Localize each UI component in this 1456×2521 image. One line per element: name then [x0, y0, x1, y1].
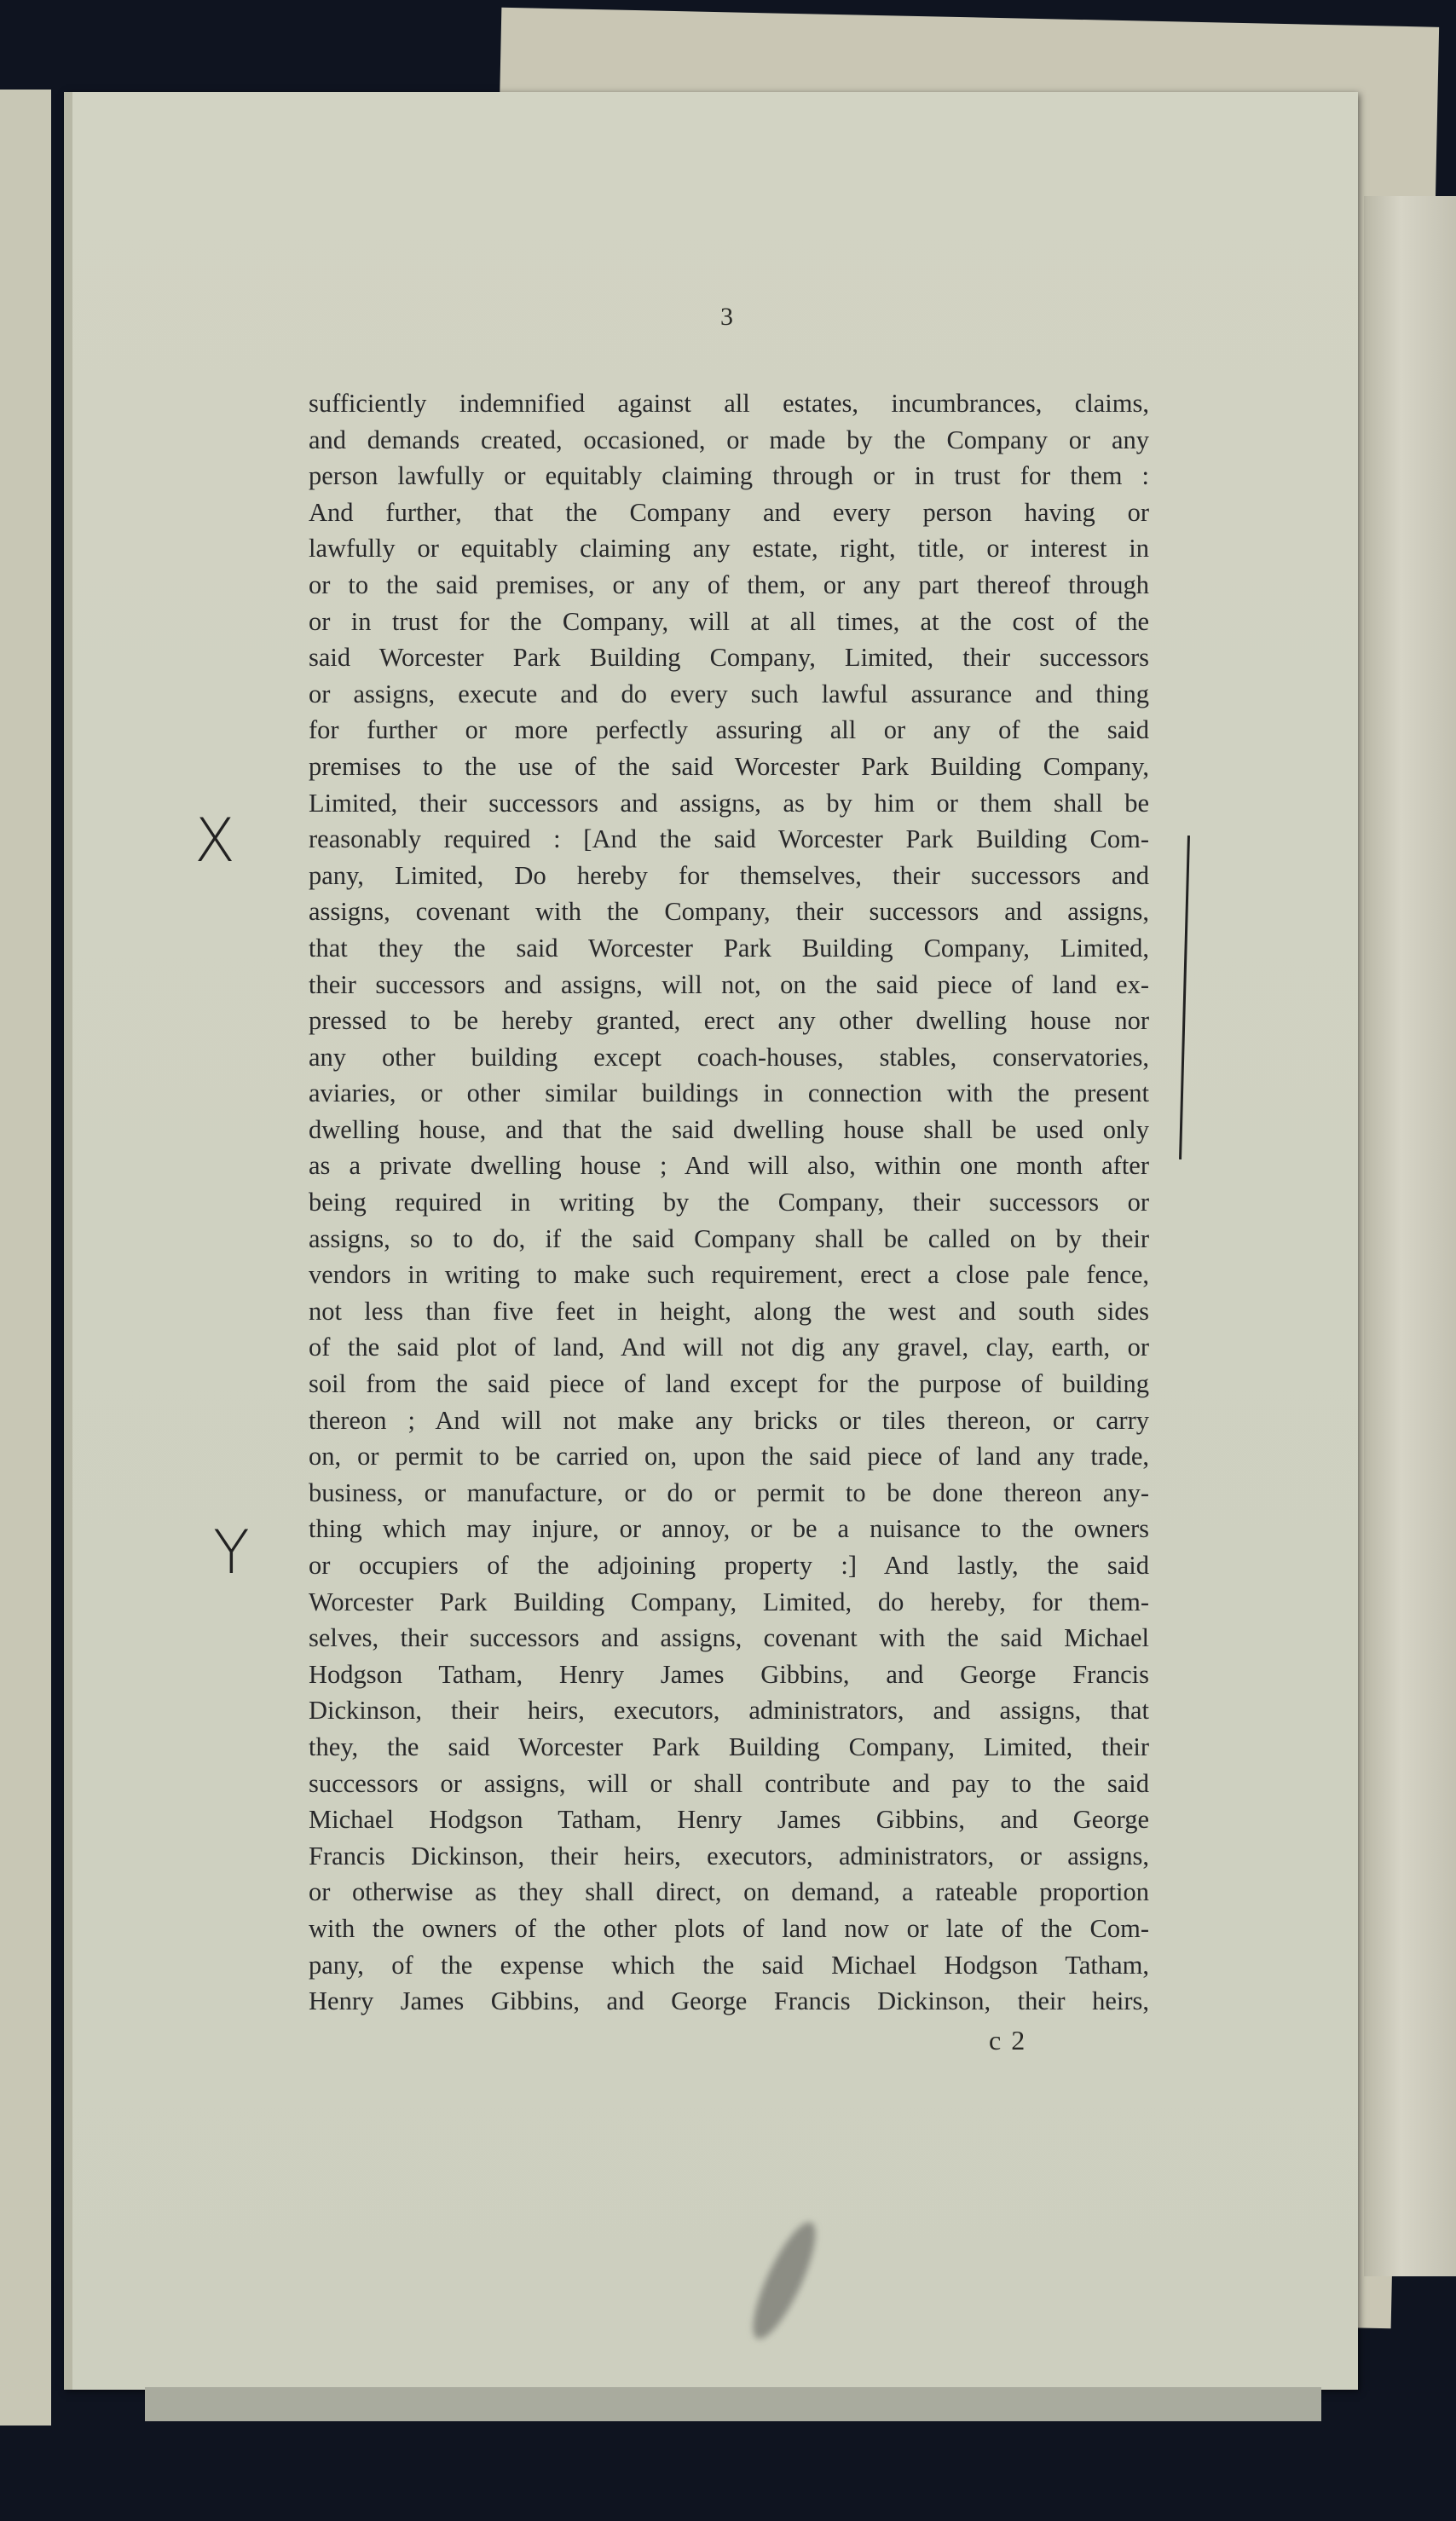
page-gutter — [64, 92, 72, 2390]
text-line: or occupiers of the adjoining property :] And lastly, the said — [309, 1551, 1149, 1580]
signature-mark: c 2 — [989, 2025, 1027, 2056]
text-line: or assigns, execute and do every such lawful assurance and thing — [309, 679, 1149, 708]
text-line: their successors and assigns, will not, on the said piece of land ex- — [309, 969, 1149, 999]
text-line: assigns, so to do, if the said Company shall be called on by their — [309, 1223, 1149, 1253]
text-line: sufficiently indemnified against all estates, incumbrances, claims, — [309, 389, 1149, 418]
text-line: Limited, their successors and assigns, as by him or them shall be — [309, 788, 1149, 818]
text-line: thereon ; And will not make any bricks or tiles thereon, or carry — [309, 1405, 1149, 1435]
page-stack-edge — [145, 2387, 1321, 2421]
left-page-edge — [0, 90, 51, 2426]
margin-mark-y: Y — [213, 1518, 250, 1587]
text-line: Francis Dickinson, their heirs, executors, administrators, or assigns, — [309, 1841, 1149, 1871]
adjacent-sheet — [1364, 196, 1456, 2276]
text-line: vendors in writing to make such requirement, erect a close pale fence, — [309, 1260, 1149, 1290]
page-number: 3 — [720, 303, 733, 331]
text-line: person lawfully or equitably claiming through or in trust for them : — [309, 461, 1149, 491]
text-line: Hodgson Tatham, Henry James Gibbins, and George Francis — [309, 1659, 1149, 1689]
text-line: premises to the use of the said Worcester Park Building Company, — [309, 751, 1149, 781]
text-line: lawfully or equitably claiming any estate, right, title, or interest in — [309, 534, 1149, 564]
text-line: said Worcester Park Building Company, Limited, their successors — [309, 643, 1149, 673]
text-line: Worcester Park Building Company, Limited, do hereby, for them- — [309, 1587, 1149, 1616]
text-line: or otherwise as they shall direct, on demand, a rateable proportion — [309, 1877, 1149, 1907]
text-line: reasonably required : [And the said Worcester Park Building Com- — [309, 824, 1149, 854]
text-line: pany, of the expense which the said Michael Hodgson Tatham, — [309, 1950, 1149, 1980]
text-line: on, or permit to be carried on, upon the said piece of land any trade, — [309, 1442, 1149, 1472]
text-line: any other building except coach-houses, stables, conservatories, — [309, 1042, 1149, 1072]
text-line: not less than five feet in height, along the west and south sides — [309, 1296, 1149, 1326]
text-line: of the said plot of land, And will not dig any gravel, clay, earth, or — [309, 1333, 1149, 1362]
text-line: assigns, covenant with the Company, their successors and assigns, — [309, 897, 1149, 927]
text-line: Michael Hodgson Tatham, Henry James Gibbins, and George — [309, 1805, 1149, 1835]
text-line: dwelling house, and that the said dwelling house shall be used only — [309, 1114, 1149, 1144]
text-line: pany, Limited, Do hereby for themselves, their successors and — [309, 860, 1149, 890]
text-line: Henry James Gibbins, and George Francis Dickinson, their heirs, — [309, 1986, 1149, 2016]
text-line: aviaries, or other similar buildings in connection with the present — [309, 1078, 1149, 1108]
text-line: for further or more perfectly assuring all or any of the said — [309, 715, 1149, 745]
text-line: with the owners of the other plots of land now or late of the Com- — [309, 1913, 1149, 1943]
text-line: And further, that the Company and every person having or — [309, 497, 1149, 527]
text-line: that they the said Worcester Park Building Company, Limited, — [309, 933, 1149, 963]
text-line: soil from the said piece of land except for the purpose of building — [309, 1369, 1149, 1399]
margin-mark-x: X — [194, 806, 235, 876]
text-line: or to the said premises, or any of them, or any part thereof through — [309, 570, 1149, 599]
text-line: and demands created, occasioned, or made by the Company or any — [309, 425, 1149, 454]
text-line: selves, their successors and assigns, covenant with the said Michael — [309, 1623, 1149, 1653]
text-line: successors or assigns, will or shall contribute and pay to the said — [309, 1768, 1149, 1798]
body-text — [309, 385, 1149, 2020]
text-line: Dickinson, their heirs, executors, administrators, and assigns, that — [309, 1696, 1149, 1726]
text-line: as a private dwelling house ; And will also, within one month after — [309, 1151, 1149, 1181]
text-line: they, the said Worcester Park Building Company, Limited, their — [309, 1732, 1149, 1761]
text-line: being required in writing by the Company, their successors or — [309, 1188, 1149, 1217]
text-line: or in trust for the Company, will at all times, at the cost of the — [309, 606, 1149, 636]
text-line: thing which may injure, or annoy, or be a nuisance to the owners — [309, 1514, 1149, 1544]
text-line: business, or manufacture, or do or permit to be done thereon any- — [309, 1477, 1149, 1507]
text-line: pressed to be hereby granted, erect any other dwelling house nor — [309, 1006, 1149, 1036]
